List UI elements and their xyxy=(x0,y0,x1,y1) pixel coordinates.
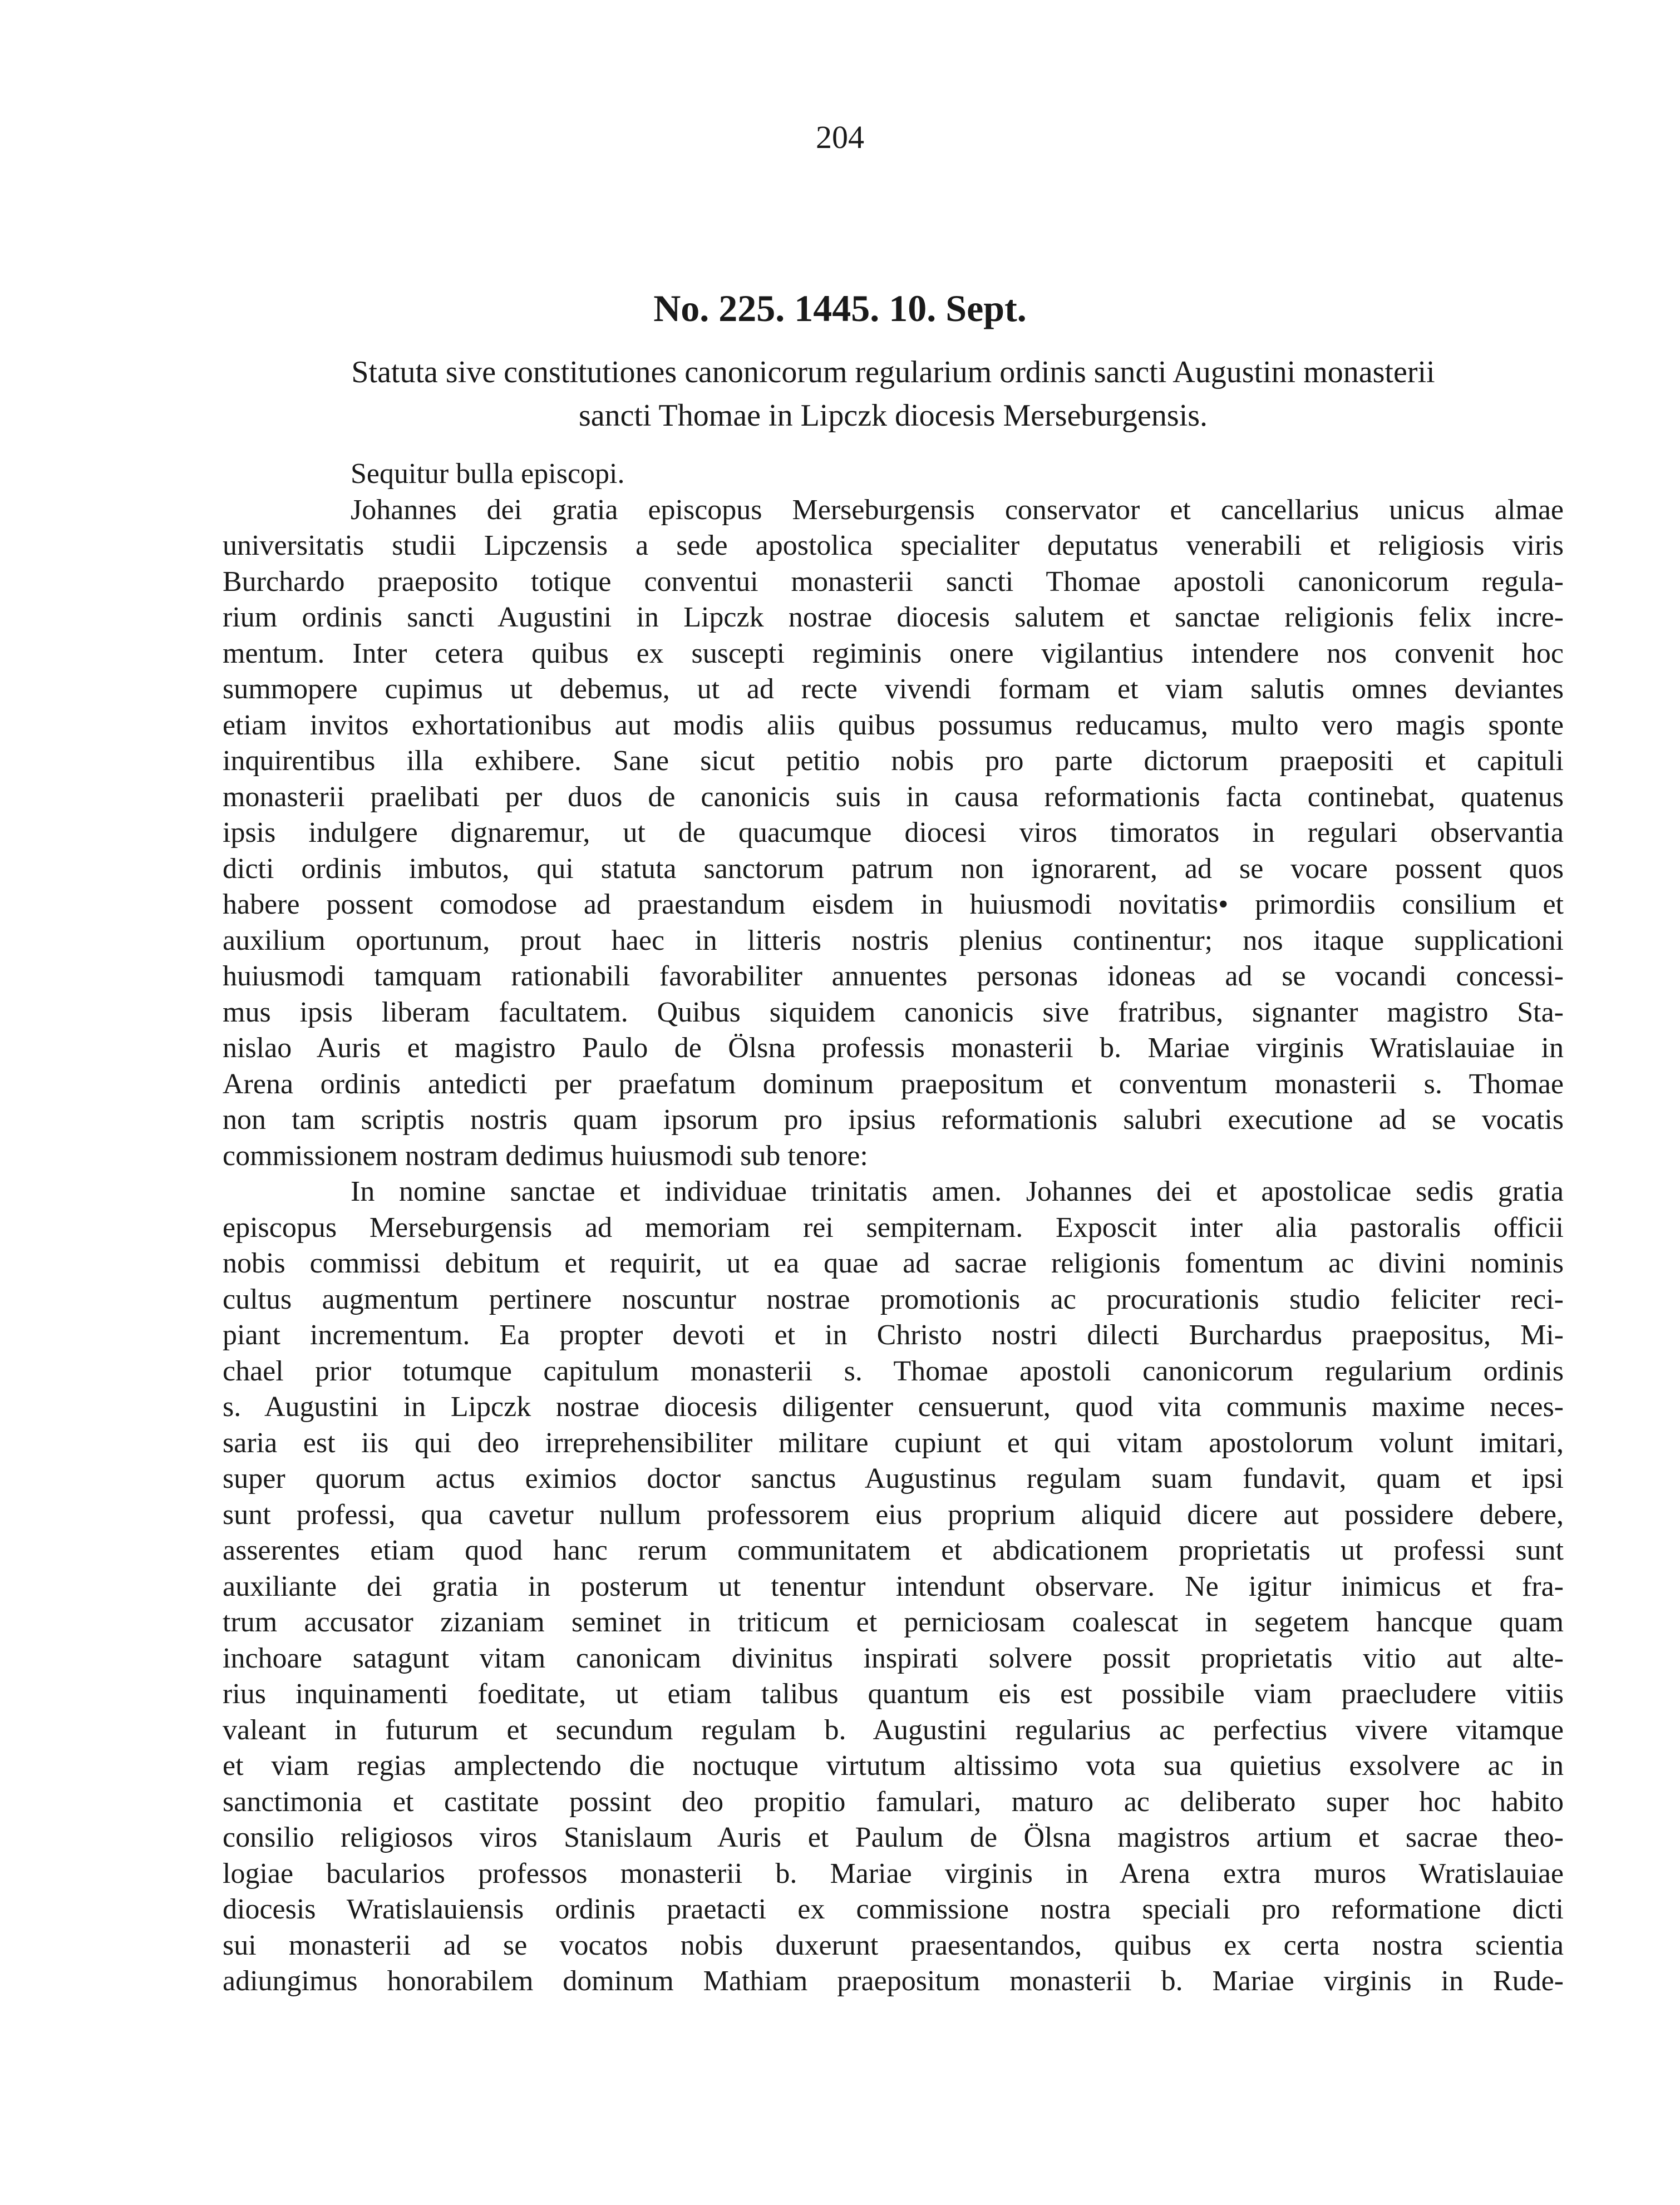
text-line: Johannes dei gratia episcopus Merseburgensis conservator et cancellarius unicus almae xyxy=(351,494,1564,526)
text-line: piant incrementum. Ea propter devoti et in Christo nostri dilecti Burchardus praepositus, Mi- xyxy=(223,1319,1564,1351)
text-line: adiungimus honorabilem dominum Mathiam praepositum monasterii b. Mariae virginis in Rude- xyxy=(223,1965,1564,1997)
text-line: cultus augmentum pertinere noscuntur nostrae promotionis ac procurationis studio feliciter reci- xyxy=(223,1283,1564,1315)
text-line: Arena ordinis antedicti per praefatum dominum praepositum et conventum monasterii s. Thomae xyxy=(223,1068,1564,1100)
text-line: universitatis studii Lipczensis a sede apostolica specialiter deputatus venerabili et religiosis viris xyxy=(223,530,1564,561)
text-line: auxiliante dei gratia in posterum ut tenentur intendunt observare. Ne igitur inimicus et fra- xyxy=(223,1570,1564,1602)
text-line: sanctimonia et castitate possint deo propitio famulari, maturo ac deliberato super hoc habito xyxy=(223,1785,1564,1818)
text-line: mentum. Inter cetera quibus ex suscepti regiminis onere vigilantius intendere nos convenit hoc xyxy=(223,637,1564,669)
title-line: sancti Thomae in Lipczk diocesis Merseburgensis. xyxy=(578,398,1208,433)
text-line: saria est iis qui deo irreprehensibiliter militare cupiunt et qui vitam apostolorum volunt imitari, xyxy=(223,1427,1564,1459)
text-line: etiam invitos exhortationibus aut modis aliis quibus possumus reducamus, multo vero magis sponte xyxy=(223,709,1564,741)
text-line: mus ipsis liberam facultatem. Quibus siquidem canonicis sive fratribus, signanter magistro Sta- xyxy=(223,996,1564,1028)
text-line: nobis commissi debitum et requirit, ut ea quae ad sacrae religionis fomentum ac divini nominis xyxy=(223,1247,1564,1279)
text-line: consilio religiosos viros Stanislaum Auris et Paulum de Ölsna magistros artium et sacrae theo- xyxy=(223,1822,1564,1853)
text-line: logiae bacularios professos monasterii b. Mariae virginis in Arena extra muros Wratislauiae xyxy=(223,1857,1564,1890)
text-line: episcopus Merseburgensis ad memoriam rei sempiternam. Exposcit inter alia pastoralis officii xyxy=(223,1211,1564,1244)
text-line: In nomine sanctae et individuae trinitatis amen. Johannes dei et apostolicae sedis gratia xyxy=(351,1176,1564,1207)
document-title xyxy=(223,351,1564,437)
text-line: inchoare satagunt vitam canonicam divinitus inspirati solvere possit proprietatis vitio aut alte- xyxy=(223,1642,1564,1674)
text-line: Burchardo praeposito totique conventui monasterii sancti Thomae apostoli canonicorum regula- xyxy=(223,565,1564,598)
text-line: commissionem nostram dedimus huiusmodi sub tenore: xyxy=(223,1140,868,1172)
text-line: nislao Auris et magistro Paulo de Ölsna professis monasterii b. Mariae virginis Wratislauiae in xyxy=(223,1032,1564,1064)
text-line: Sequitur bulla episcopi. xyxy=(351,458,625,490)
title-line: Statuta sive constitutiones canonicorum regularium ordinis sancti Augustini monasterii xyxy=(351,355,1435,389)
page-number: 204 xyxy=(816,119,864,155)
text-line: sui monasterii ad se vocatos nobis duxerunt praesentandos, quibus ex certa nostra scientia xyxy=(223,1929,1564,1961)
text-line: super quorum actus eximios doctor sanctus Augustinus regulam suam fundavit, quam et ipsi xyxy=(223,1463,1564,1494)
text-line: asserentes etiam quod hanc rerum communitatem et abdicationem proprietatis ut professi sunt xyxy=(223,1535,1564,1566)
text-line: rius inquinamenti foeditate, ut etiam talibus quantum eis est possibile viam praecludere vitiis xyxy=(223,1678,1564,1710)
text-line: auxilium oportunum, prout haec in litteris nostris plenius continentur; nos itaque supplicationi xyxy=(223,924,1564,956)
document-heading: No. 225. 1445. 10. Sept. xyxy=(653,287,1027,329)
text-line: valeant in futurum et secundum regulam b. Augustini regularius ac perfectius vivere vitamque xyxy=(223,1714,1564,1746)
text-line: s. Augustini in Lipczk nostrae diocesis diligenter censuerunt, quod vita communis maxime neces- xyxy=(223,1391,1564,1423)
text-line: trum accusator zizaniam seminet in triticum et perniciosam coalescat in segetem hancque quam xyxy=(223,1606,1564,1638)
text-line: huiusmodi tamquam rationabili favorabiliter annuentes personas idoneas ad se vocandi concessi- xyxy=(223,960,1564,992)
text-line: monasterii praelibati per duos de canonicis suis in causa reformationis facta continebat, quatenus xyxy=(223,781,1564,813)
text-line: sunt professi, qua cavetur nullum professorem eius proprium aliquid dicere aut possidere debere, xyxy=(223,1498,1564,1531)
text-line: ipsis indulgere dignaremur, ut de quacumque diocesi viros timoratos in regulari observantia xyxy=(223,817,1564,849)
text-line: rium ordinis sancti Augustini in Lipczk nostrae diocesis salutem et sanctae religionis felix incre- xyxy=(223,601,1564,633)
text-line: diocesis Wratislauiensis ordinis praetacti ex commissione nostra speciali pro reformatione dicti xyxy=(223,1893,1564,1925)
text-line: dicti ordinis imbutos, qui statuta sanctorum patrum non ignorarent, ad se vocare possent quos xyxy=(223,852,1564,885)
text-line: et viam regias amplectendo die noctuque virtutum altissimo vota sua quietius exsolvere ac in xyxy=(223,1750,1564,1782)
text-line: chael prior totumque capitulum monasterii s. Thomae apostoli canonicorum regularium ordinis xyxy=(223,1355,1564,1387)
text-line: non tam scriptis nostris quam ipsorum pro ipsius reformationis salubri executione ad se vocatis xyxy=(223,1104,1564,1136)
text-line: habere possent comodose ad praestandum eisdem in huiusmodi novitatis• primordiis consilium et xyxy=(223,889,1564,920)
body-text xyxy=(223,456,1564,2000)
text-line: summopere cupimus ut debemus, ut ad recte vivendi formam et viam salutis omnes deviantes xyxy=(223,673,1564,705)
text-line: inquirentibus illa exhibere. Sane sicut petitio nobis pro parte dictorum praepositi et capituli xyxy=(223,745,1564,777)
